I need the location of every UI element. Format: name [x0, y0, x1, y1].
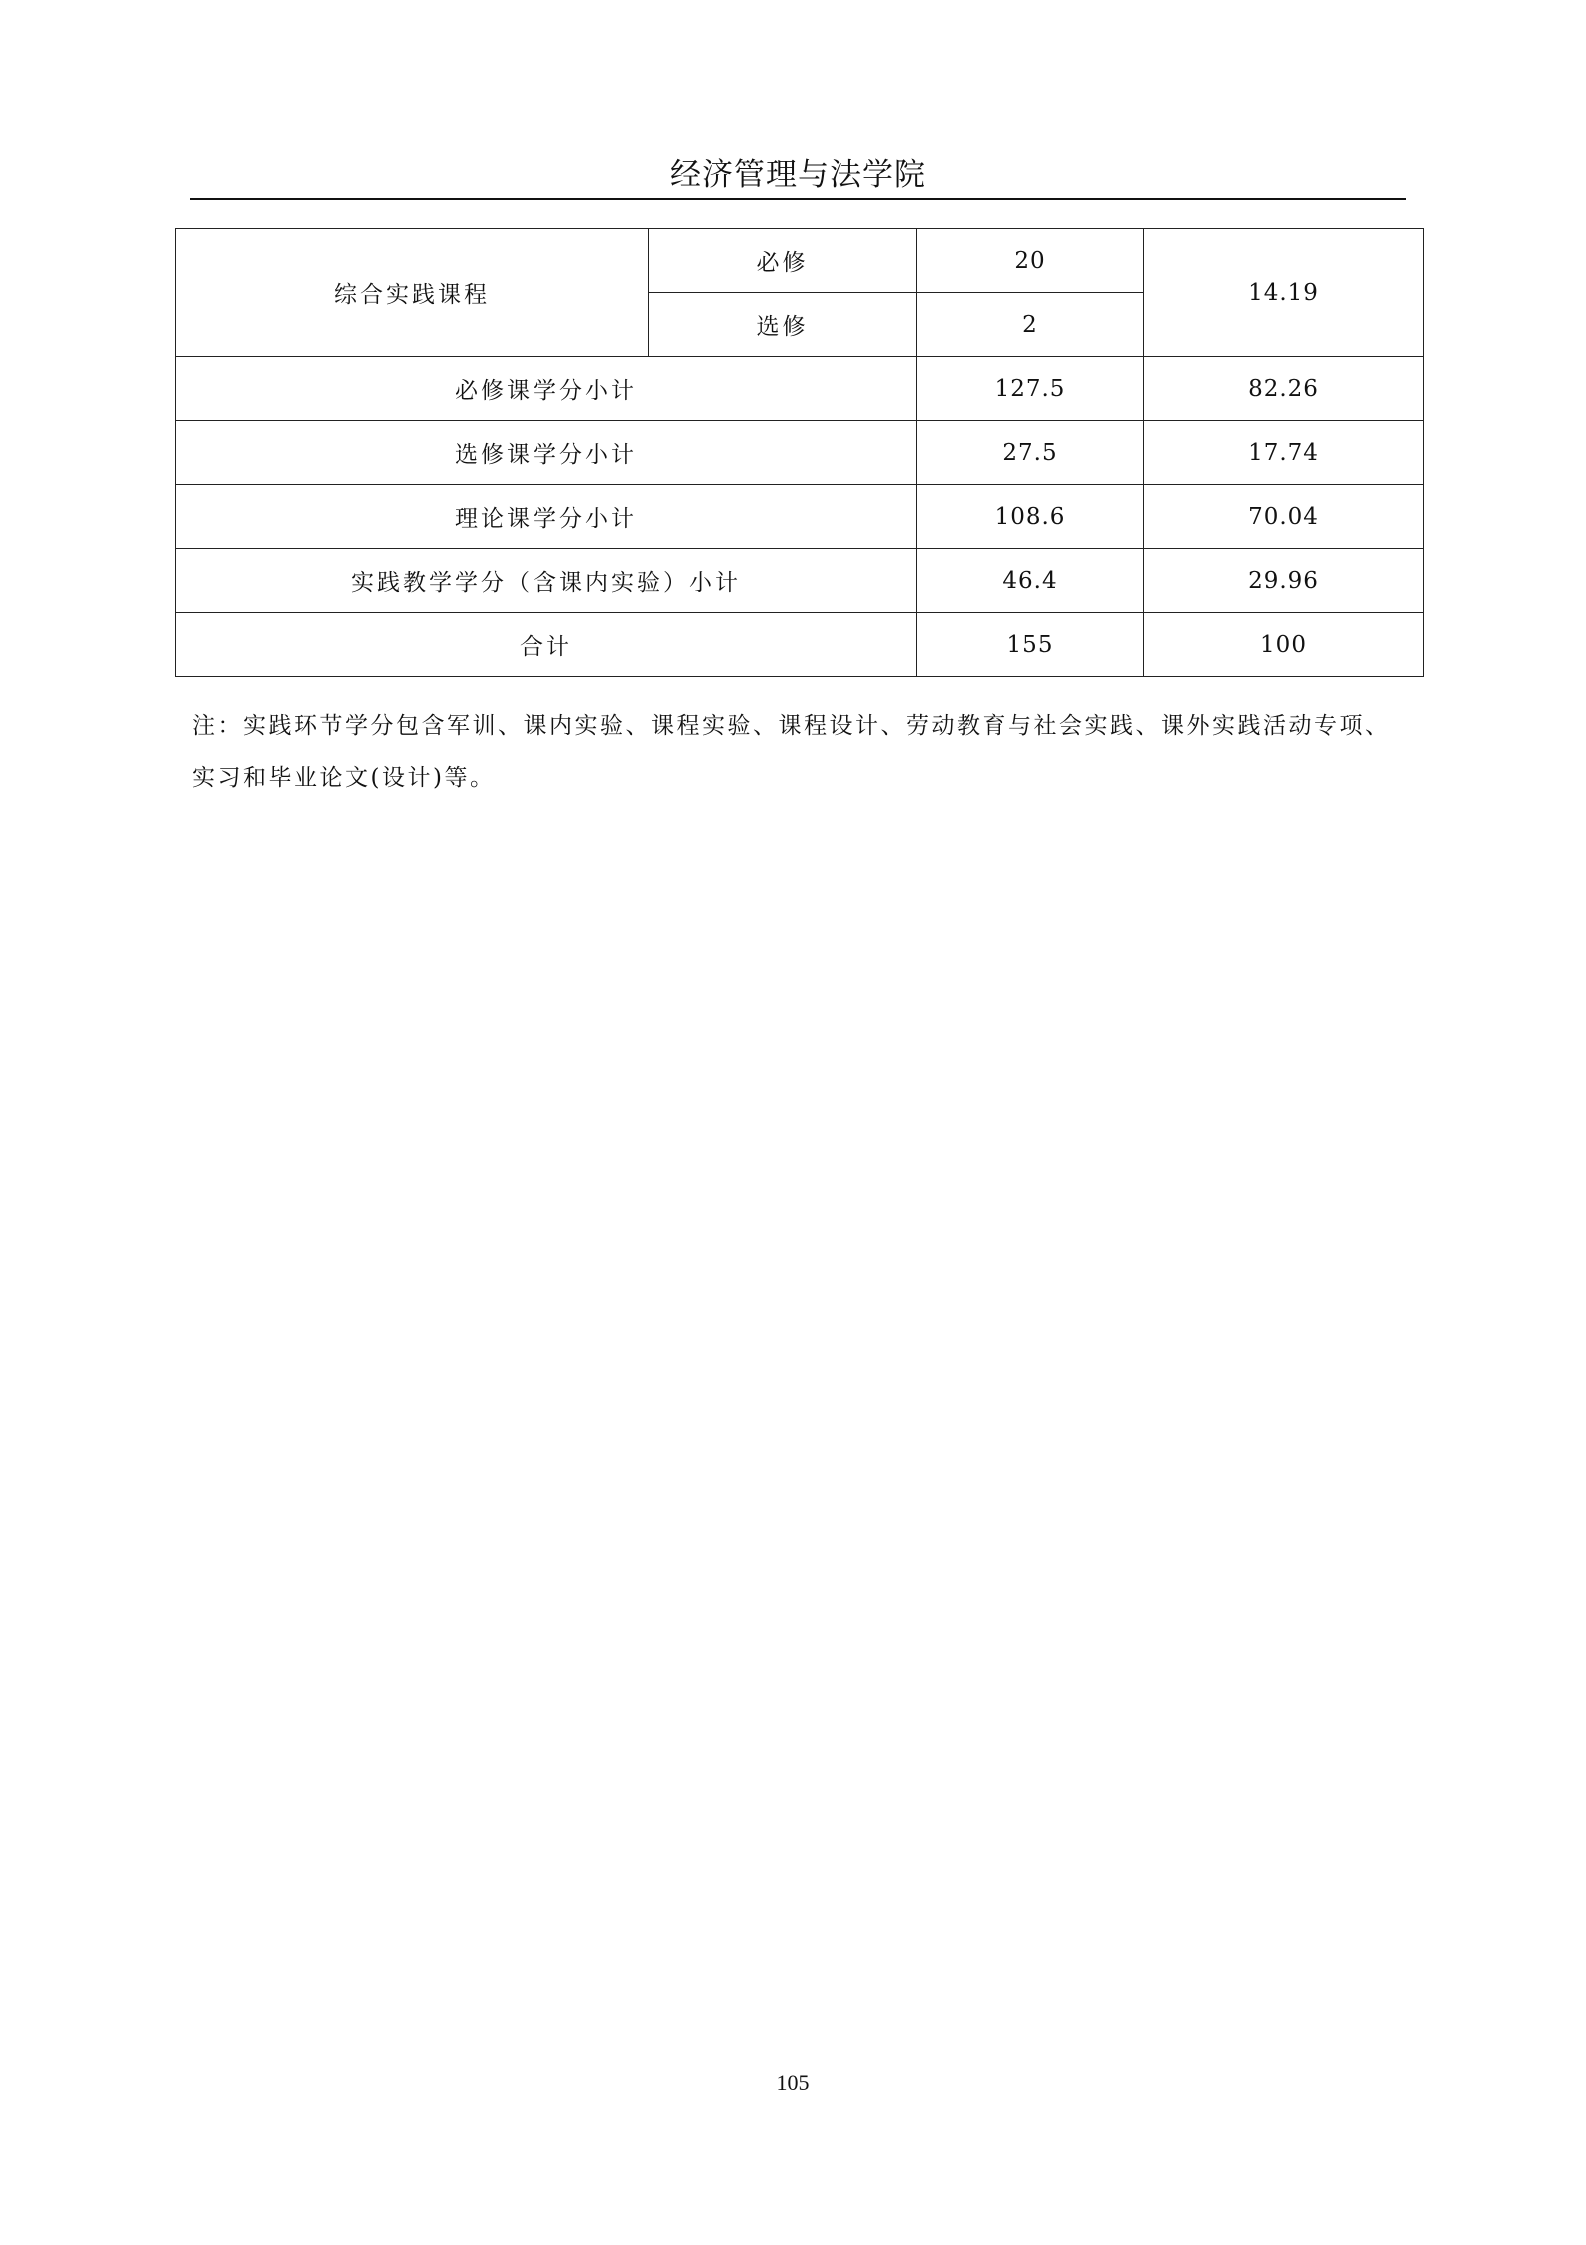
credits-cell: 20 — [917, 229, 1144, 293]
group-label-cell: 综合实践课程 — [176, 229, 649, 357]
percent-cell: 29.96 — [1144, 549, 1424, 613]
table-row — [176, 613, 1424, 677]
table-row — [176, 421, 1424, 485]
percent-cell: 70.04 — [1144, 485, 1424, 549]
table-row — [176, 549, 1424, 613]
credits-cell: 155 — [917, 613, 1144, 677]
percent-cell: 17.74 — [1144, 421, 1424, 485]
row-label-cell: 理论课学分小计 — [176, 485, 917, 549]
credits-cell: 2 — [917, 293, 1144, 357]
course-type-cell: 必修 — [649, 229, 917, 293]
table-row — [176, 357, 1424, 421]
credits-table — [175, 228, 1424, 677]
course-type-cell: 选修 — [649, 293, 917, 357]
page-title: 经济管理与法学院 — [670, 157, 926, 193]
credits-cell: 108.6 — [917, 485, 1144, 549]
table-note: 注：实践环节学分包含军训、课内实验、课程实验、课程设计、劳动教育与社会实践、课外实践活动专项、实习和毕业论文(设计)等。 — [192, 713, 1391, 791]
credits-cell: 27.5 — [917, 421, 1144, 485]
credits-cell: 127.5 — [917, 357, 1144, 421]
credits-cell: 46.4 — [917, 549, 1144, 613]
row-label-cell: 选修课学分小计 — [176, 421, 917, 485]
page-header — [190, 152, 1406, 200]
table-row — [176, 229, 1424, 293]
percent-cell: 100 — [1144, 613, 1424, 677]
row-label-cell: 实践教学学分（含课内实验）小计 — [176, 549, 917, 613]
percent-cell: 82.26 — [1144, 357, 1424, 421]
row-label-cell: 合计 — [176, 613, 917, 677]
table-row — [176, 485, 1424, 549]
page-number: 105 — [776, 2070, 810, 2095]
percent-cell: 14.19 — [1144, 229, 1424, 357]
row-label-cell: 必修课学分小计 — [176, 357, 917, 421]
